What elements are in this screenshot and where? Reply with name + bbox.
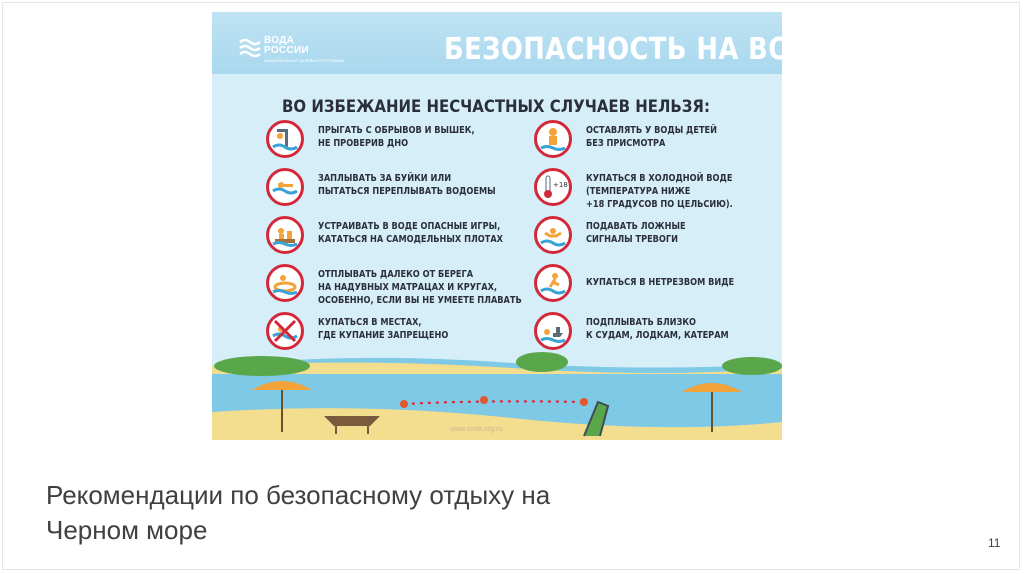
rule-item xyxy=(534,168,804,212)
rule-item xyxy=(266,312,536,356)
rule-item xyxy=(266,120,536,164)
wave-logo-icon xyxy=(238,36,262,58)
page-number: 11 xyxy=(988,536,1001,550)
raft-icon xyxy=(266,216,304,254)
rule-item xyxy=(534,312,804,356)
rule-text: ОСТАВЛЯТЬ У ВОДЫ ДЕТЕЙ БЕЗ ПРИСМОТРА xyxy=(586,125,718,149)
rule-text: КУПАТЬСЯ В НЕТРЕЗВОМ ВИДЕ xyxy=(586,277,735,288)
false-alarm-icon xyxy=(534,216,572,254)
rule-text: ПОДПЛЫВАТЬ БЛИЗКО К СУДАМ, ЛОДКАМ, КАТЕРАМ xyxy=(586,317,729,341)
safety-poster xyxy=(212,12,833,440)
rule-item xyxy=(534,120,804,164)
inflatable-ring-icon xyxy=(266,264,304,302)
child-icon xyxy=(534,120,572,158)
swimmer-icon xyxy=(266,168,304,206)
website-watermark: www.voda.org.ru xyxy=(450,426,503,433)
rule-item xyxy=(266,216,536,260)
boat-icon xyxy=(534,312,572,350)
poster-header xyxy=(212,12,833,74)
rule-text: ПРЫГАТЬ С ОБРЫВОВ И ВЫШЕК, НЕ ПРОВЕРИВ ДНО xyxy=(318,125,475,149)
slide-caption: Рекомендации по безопасному отдыху на Черном море xyxy=(46,480,551,545)
no-swimming-icon xyxy=(266,312,304,350)
rule-item xyxy=(534,216,804,260)
rule-item xyxy=(534,264,804,308)
rule-text: КУПАТЬСЯ В ХОЛОДНОЙ ВОДЕ (ТЕМПЕРАТУРА НИЖЕ +18 ГРАДУСОВ ПО ЦЕЛЬСИЮ). xyxy=(586,173,733,210)
rule-text: ОТПЛЫВАТЬ ДАЛЕКО ОТ БЕРЕГА НА НАДУВНЫХ МАТРАЦАХ И КРУГАХ, ОСОБЕННО, ЕСЛИ ВЫ НЕ УМЕЕТЕ ПЛАВАТЬ xyxy=(318,269,522,306)
rule-text: ПОДАВАТЬ ЛОЖНЫЕ СИГНАЛЫ ТРЕВОГИ xyxy=(586,221,686,245)
drunk-swimmer-icon xyxy=(534,264,572,302)
thermometer-icon xyxy=(534,168,572,206)
logo-text: ВОДА РОССИИ xyxy=(264,35,309,56)
poster-subtitle: ВО ИЗБЕЖАНИЕ НЕСЧАСТНЫХ СЛУЧАЕВ НЕЛЬЗЯ: xyxy=(282,97,710,117)
logo xyxy=(238,36,348,72)
rule-text: КУПАТЬСЯ В МЕСТАХ, ГДЕ КУПАНИЕ ЗАПРЕЩЕНО xyxy=(318,317,449,341)
poster-title: БЕЗОПАСНОСТЬ НА ВОДЕ xyxy=(444,32,833,67)
thermometer-label: +18 xyxy=(553,181,568,189)
logo-subtitle: НАЦИОНАЛЬНАЯ ЦЕЛЕВАЯ ПРОГРАММА xyxy=(264,58,345,63)
rule-item xyxy=(266,168,536,212)
rule-text: УСТРАИВАТЬ В ВОДЕ ОПАСНЫЕ ИГРЫ, КАТАТЬСЯ НА САМОДЕЛЬНЫХ ПЛОТАХ xyxy=(318,221,503,245)
rule-text: ЗАПЛЫВАТЬ ЗА БУЙКИ ИЛИ ПЫТАТЬСЯ ПЕРЕПЛЫВАТЬ ВОДОЕМЫ xyxy=(318,173,496,197)
rule-item xyxy=(266,264,536,308)
diving-icon xyxy=(266,120,304,158)
